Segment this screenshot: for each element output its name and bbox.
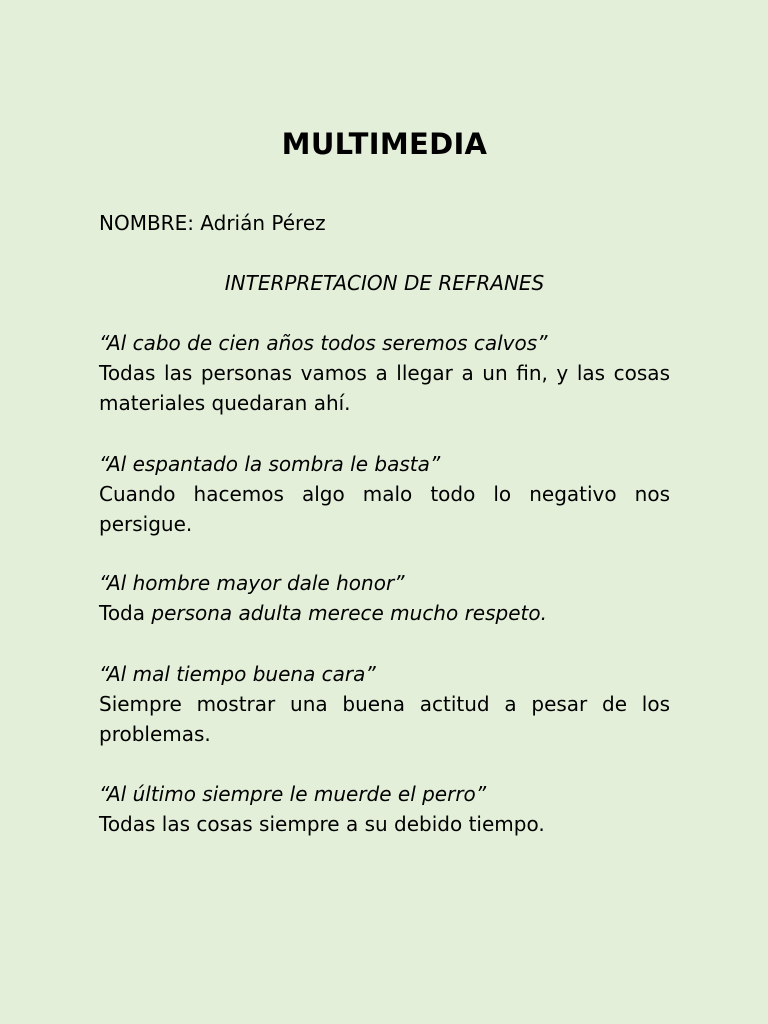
saying-meaning: Todas las personas vamos a llegar a un fin, y las cosas materiales quedaran ahí. [99, 361, 670, 415]
saying-quote: “Al mal tiempo buena cara” [99, 662, 376, 686]
saying-meaning: Todas las cosas siempre a su debido tiempo. [99, 812, 545, 836]
document-subtitle: INTERPRETACION DE REFRANES [224, 271, 545, 295]
saying-meaning: Siempre mostrar una buena actitud a pesar de los problemas. [99, 692, 670, 746]
saying-quote: “Al hombre mayor dale honor” [99, 571, 405, 595]
saying-meaning: Cuando hacemos algo malo todo lo negativo nos persigue. [99, 482, 670, 536]
saying-quote: “Al último siempre le muerde el perro” [99, 782, 487, 806]
saying-block [99, 449, 670, 539]
saying-meaning [99, 598, 670, 628]
saying-block [99, 328, 670, 418]
saying-meaning-lead: Toda [99, 601, 152, 625]
saying-quote: “Al cabo de cien años todos seremos calvos” [99, 331, 548, 355]
document-title: MULTIMEDIA [281, 127, 488, 161]
saying-block [99, 568, 670, 628]
document-body [99, 0, 670, 1024]
saying-block [99, 659, 670, 749]
saying-block [99, 779, 670, 839]
author-name-line: NOMBRE: Adrián Pérez [99, 211, 326, 235]
saying-meaning-italic: persona adulta merece mucho respeto. [151, 601, 547, 625]
saying-quote: “Al espantado la sombra le basta” [99, 452, 441, 476]
